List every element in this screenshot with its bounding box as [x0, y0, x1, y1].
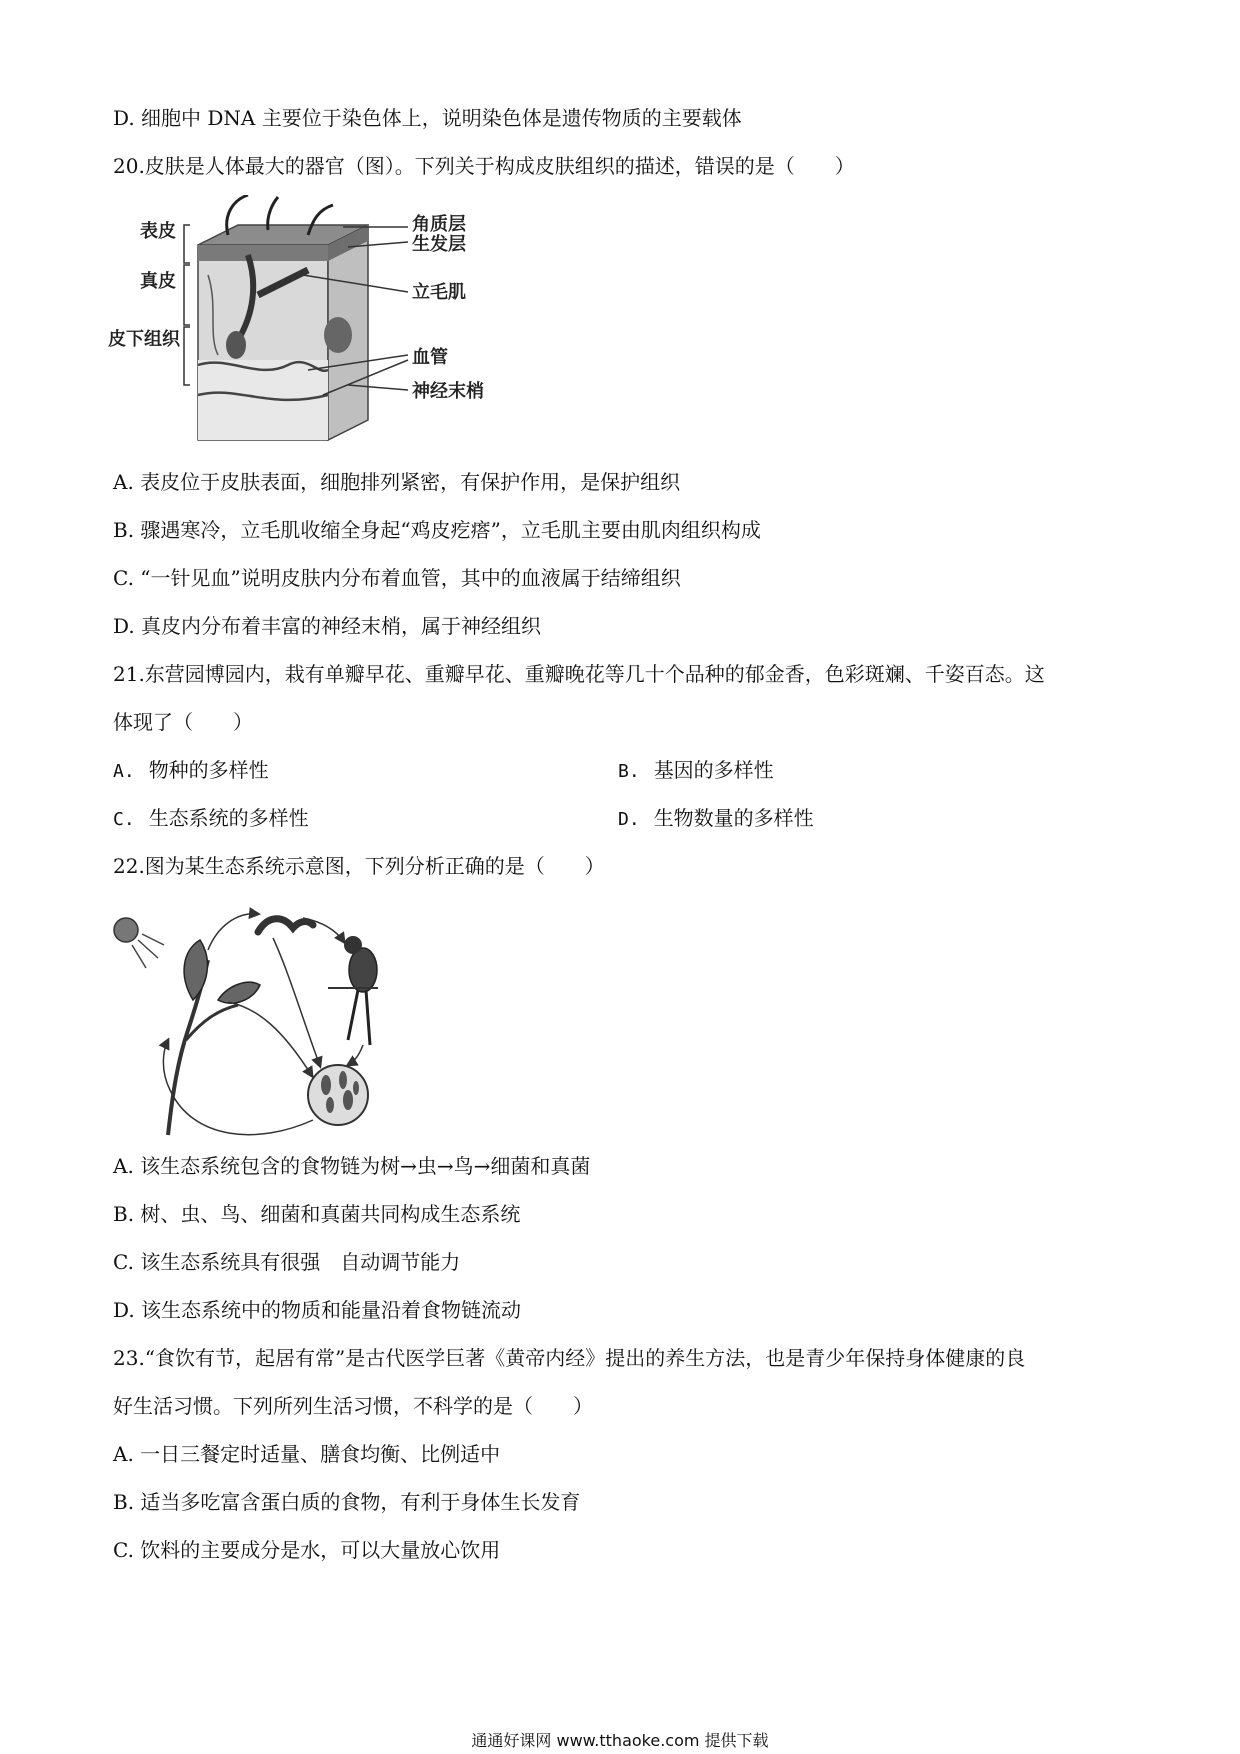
- option-label: A.: [113, 761, 135, 782]
- option-text: 生物数量的多样性: [653, 806, 814, 830]
- q20-option-a: A. 表皮位于皮肤表面，细胞排列紧密，有保护作用，是保护组织: [113, 470, 681, 494]
- bird-icon: [328, 936, 378, 1045]
- q20-option-d: D. 真皮内分布着丰富的神经末梢，属于神经组织: [113, 614, 542, 638]
- label-dermis: 真皮: [140, 271, 176, 292]
- q21-stem-line1: 21.东营园博园内，栽有单瓣早花、重瓣早花、重瓣晚花等几十个品种的郁金香，色彩斑斓、千姿百态。这: [113, 662, 1045, 686]
- page-footer: 通通好课网 www.tthaoke.com 提供下载: [471, 1731, 769, 1750]
- q22-option-b: B. 树、虫、鸟、细菌和真菌共同构成生态系统: [113, 1202, 521, 1226]
- q21-stem-line2: 体现了（ ）: [113, 710, 253, 734]
- q21-option-d: [618, 804, 814, 834]
- bacteria-fungi-icon: [308, 1065, 368, 1125]
- option-label: C.: [113, 809, 135, 830]
- label-arrector-muscle: 立毛肌: [412, 282, 466, 303]
- skin-structure-figure: [108, 195, 548, 455]
- q20-stem: 20.皮肤是人体最大的器官（图）。下列关于构成皮肤组织的描述，错误的是（ ）: [113, 154, 855, 178]
- q22-option-a: A. 该生态系统包含的食物链为树→虫→鸟→细菌和真菌: [113, 1154, 591, 1178]
- q22-option-c: C. 该生态系统具有很强 自动调节能力: [113, 1250, 461, 1274]
- q22-option-d: D. 该生态系统中的物质和能量沿着食物链流动: [113, 1298, 522, 1322]
- q23-option-b: B. 适当多吃富含蛋白质的食物，有利于身体生长发育: [113, 1490, 581, 1514]
- caterpillar-icon: [258, 919, 313, 932]
- q21-option-c: [113, 804, 309, 834]
- option-label: D.: [618, 809, 640, 830]
- q21-option-a: [113, 756, 269, 786]
- q20-option-b: B. 骤遇寒冷，立毛肌收缩全身起“鸡皮疙瘩”，立毛肌主要由肌肉组织构成: [113, 518, 761, 542]
- label-stratum-corneum: 角质层: [412, 214, 466, 235]
- label-blood-vessel: 血管: [412, 347, 448, 368]
- q23-stem-line1: 23.“食饮有节，起居有常”是古代医学巨著《黄帝内经》提出的养生方法，也是青少年保持身体健康的良: [113, 1346, 1026, 1370]
- q23-option-a: A. 一日三餐定时适量、膳食均衡、比例适中: [113, 1442, 501, 1466]
- q20-option-c: C. “一针见血”说明皮肤内分布着血管，其中的血液属于结缔组织: [113, 566, 681, 590]
- q19-option-d: D. 细胞中 DNA 主要位于染色体上，说明染色体是遗传物质的主要载体: [113, 106, 742, 130]
- option-text: 物种的多样性: [148, 758, 269, 782]
- sun-icon: [114, 918, 138, 942]
- q23-stem-line2: 好生活习惯。下列所列生活习惯，不科学的是（ ）: [113, 1394, 593, 1418]
- option-text: 生态系统的多样性: [148, 806, 309, 830]
- label-epidermis: 表皮: [140, 221, 176, 242]
- label-stratum-basale: 生发层: [412, 234, 466, 255]
- q21-option-b: [618, 756, 774, 786]
- plant-icon: [168, 940, 260, 1135]
- option-label: B.: [618, 761, 640, 782]
- label-nerve-ending: 神经末梢: [412, 381, 484, 402]
- q23-option-c: C. 饮料的主要成分是水，可以大量放心饮用: [113, 1538, 501, 1562]
- option-text: 基因的多样性: [653, 758, 774, 782]
- ecosystem-figure: [108, 890, 418, 1150]
- q22-stem: 22.图为某生态系统示意图，下列分析正确的是（ ）: [113, 854, 605, 878]
- label-subcutaneous: 皮下组织: [108, 329, 180, 350]
